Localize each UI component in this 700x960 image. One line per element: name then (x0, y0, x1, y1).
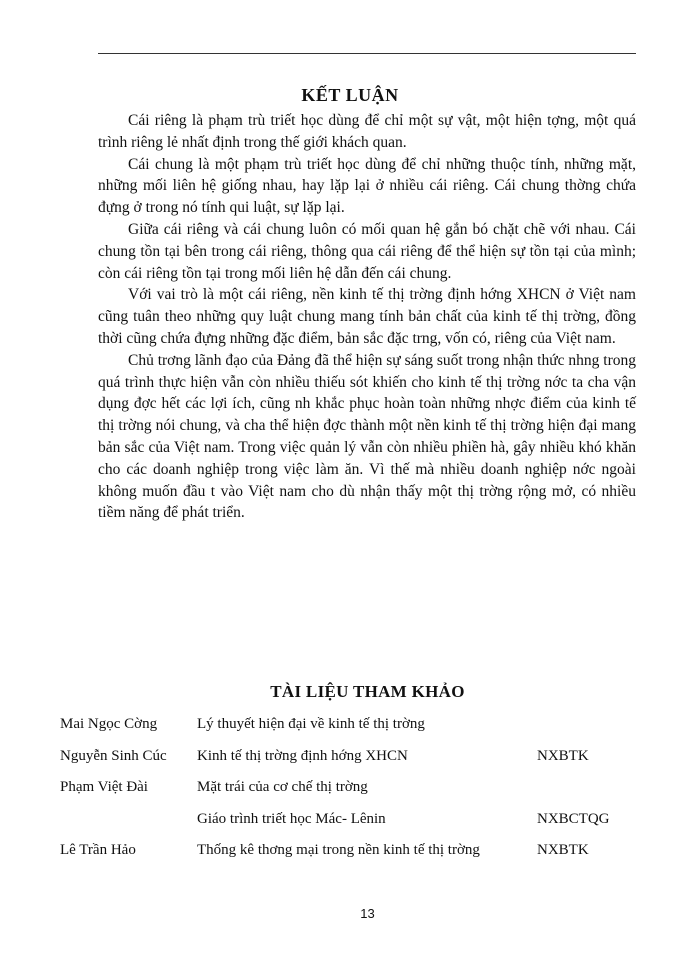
paragraph: Cái chung là một phạm trù triết học dùng để chỉ những thuộc tính, những mặt, những mối liên hệ giống nhau, hay lặp lại ở nhiều cái riêng. Cái chung thờng chứa đựng ở trong nó tính qui luật, sự lặp lại. (98, 155, 636, 217)
conclusion-body (98, 110, 636, 524)
reference-title: Mặt trái của cơ chế thị trờng (197, 779, 368, 795)
reference-author: Nguyễn Sinh Cúc (60, 747, 167, 764)
header-rule (98, 53, 636, 54)
reference-publisher: NXBCTQG (537, 810, 610, 827)
reference-title: Thống kê thơng mại trong nền kinh tế thị trờng (197, 842, 480, 858)
section-heading-conclusion: KẾT LUẬN (301, 85, 399, 105)
reference-title: Lý thuyết hiện đại về kinh tế thị trờng (197, 716, 425, 732)
reference-publisher: NXBTK (537, 747, 589, 764)
reference-author: Phạm Việt Đài (60, 779, 148, 795)
page-number: 13 (360, 906, 375, 921)
reference-publisher: NXBTK (537, 842, 589, 858)
paragraph: Chủ trơng lãnh đạo của Đảng đã thể hiện sự sáng suốt trong nhận thức nhng trong quá trình thực hiện vẫn còn nhiều thiếu sót khiến cho kinh tế thị trờng nớc ta cha vận dụng đợc hết các lợi ích, cũng nh khắc phục hoàn toàn những nhợc điểm của kinh tế thị trờng nói chung, và cha thể hiện đợc thành một nền kinh tế thị trờng hiện đại mang bản sắc của Việt nam. Trong việc quản lý vẫn còn nhiều phiền hà, gây nhiều khó khăn cho các doanh nghiệp trong việc làm ăn. Vì thế mà nhiều doanh nghiệp nớc ngoài không muốn đầu t vào Việt nam cho dù nhận thấy một thị trờng rộng mở, có nhiều tiềm năng để phát triển. (98, 351, 636, 522)
paragraph: Giữa cái riêng và cái chung luôn có mối quan hệ gắn bó chặt chẽ với nhau. Cái chung tồn tại bên trong cái riêng, thông qua cái riêng để thể hiện sự tồn tại của mình; còn cái riêng tồn tại trong mối liên hệ dẫn đến cái chung. (98, 220, 636, 282)
reference-title: Giáo trình triết học Mác- Lênin (197, 810, 386, 827)
reference-author: Mai Ngọc Cờng (60, 716, 158, 732)
paragraph: Với vai trò là một cái riêng, nền kinh tế thị trờng định hớng XHCN ở Việt nam cũng tuân theo những quy luật chung mang tính bản chất của kinh tế thị trờng, đồng thời cũng chứa đựng những đặc điểm, bản sắc đặc trng, vốn có, riêng của Việt nam. (98, 286, 636, 347)
paragraph: Cái riêng là phạm trù triết học dùng để chỉ một sự vật, một hiện tợng, một quá trình riêng lẻ nhất định trong thế giới khách quan. (98, 112, 636, 151)
reference-author: Lê Trần Hảo (60, 842, 136, 858)
references-heading: TÀI LIỆU THAM KHẢO (270, 682, 465, 701)
reference-title: Kinh tế thị trờng định hớng XHCN (197, 747, 408, 764)
